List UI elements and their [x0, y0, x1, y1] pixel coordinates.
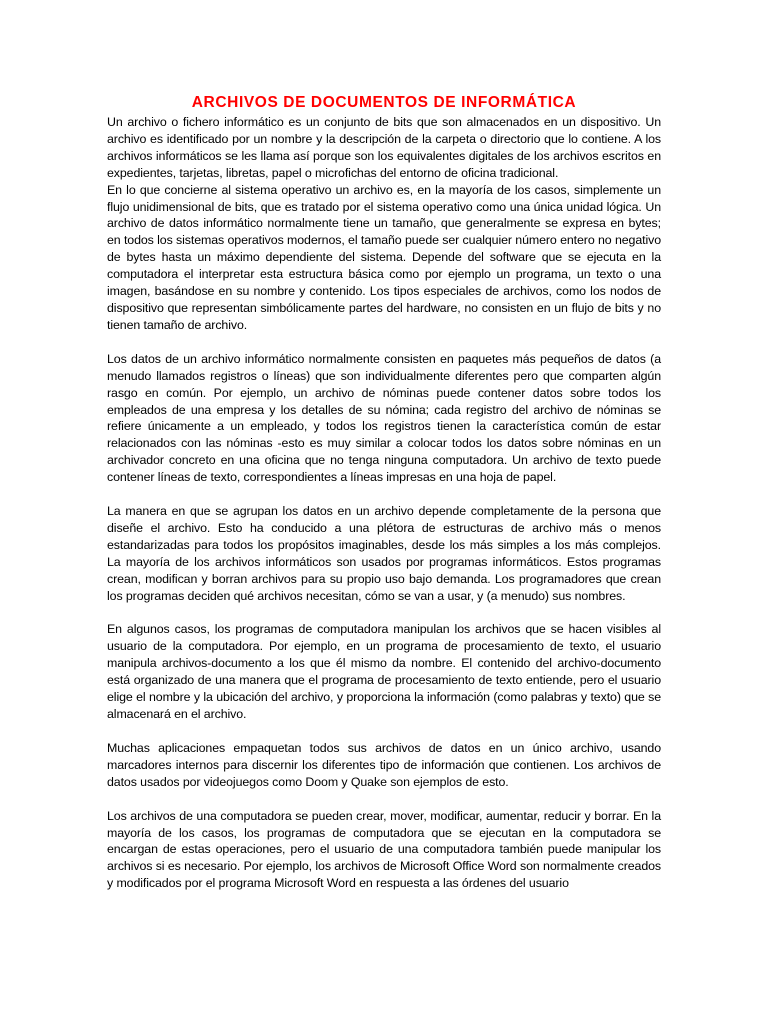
paragraph-grouping: La manera en que se agrupan los datos en un archivo depende completamente de la persona que diseñe el archivo. Esto ha conducido a una plétora de estructuras de archivo más o menos estandarizadas para todos los propósitos imaginables, desde los más simples a los más complejos. La mayoría de los archivos informáticos son usados por programas informáticos. Estos programas crean, modifican y borran archivos para su propio uso bajo demanda. Los programadores que crean los programas deciden qué archivos necesitan, cómo se van a usar, y (a menudo) sus nombres. — [107, 504, 661, 603]
document-title: ARCHIVOS DE DOCUMENTOS DE INFORMÁTICA — [191, 94, 577, 111]
paragraph-operating-system: En lo que concierne al sistema operativo un archivo es, en la mayoría de los casos, simplemente un flujo unidimensional de bits, que es tratado por el sistema operativo como una única unidad lógica. Un archivo de datos informático normalmente tiene un tamaño, que generalmente se expresa en bytes; en todos los sistemas operativos modernos, el tamaño puede ser cualquier número entero no negativo de bytes hasta un máximo dependiente del sistema. Depende del software que se ejecuta en la computadora el interpretar esta estructura básica como por ejemplo un programa, un texto o una imagen, basándose en su nombre y contenido. Los tipos especiales de archivos, como los nodos de dispositivo que representan simbólicamente partes del hardware, no consisten en un flujo de bits y no tienen tamaño de archivo. — [107, 182, 661, 332]
paragraph-visible-files: En algunos casos, los programas de computadora manipulan los archivos que se hacen visibles al usuario de la computadora. Por ejemplo, en un programa de procesamiento de texto, el usuario manipula archivos-documento a los que él mismo da nombre. El contenido del archivo-documento está organizado de una manera que el programa de procesamiento de texto entiende, pero el usuario elige el nombre y la ubicación del archivo, y proporciona la información (como palabras y texto) que se almacenará en el archivo. — [107, 622, 661, 721]
paragraph-packaged-files: Muchas aplicaciones empaquetan todos sus archivos de datos en un único archivo, usando marcadores internos para discernir los diferentes tipo de información que contienen. Los archivos de datos usados por videojuegos como Doom y Quake son ejemplos de esto. — [107, 740, 661, 789]
paragraph-file-operations: Los archivos de una computadora se pueden crear, mover, modificar, aumentar, reducir y borrar. En la mayoría de los casos, los programas de computadora que se ejecutan en la computadora se encargan de estas operaciones, pero el usuario de una computadora también puede manipular los archivos si es necesario. Por ejemplo, los archivos de Microsoft Office Word son normalmente creados y modificados por el programa Microsoft Word en respuesta a las órdenes del usuario — [107, 808, 661, 891]
document-page — [107, 94, 661, 892]
paragraph-data-records: Los datos de un archivo informático normalmente consisten en paquetes más pequeños de datos (a menudo llamados registros o líneas) que son individualmente diferentes pero que comparten algún rasgo en común. Por ejemplo, un archivo de nóminas puede contener datos sobre todos los empleados de una empresa y los detalles de su nómina; cada registro del archivo de nóminas se refiere únicamente a un empleado, y todos los registros tienen la característica común de estar relacionados con las nóminas -esto es muy similar a colocar todos los datos sobre nóminas en un archivador concreto en una oficina que no tenga ninguna computadora. Un archivo de texto puede contener líneas de texto, correspondientes a líneas impresas en una hoja de papel. — [107, 351, 661, 485]
paragraph-intro: Un archivo o fichero informático es un conjunto de bits que son almacenados en un dispositivo. Un archivo es identificado por un nombre y la descripción de la carpeta o directorio que lo contiene. A los archivos informáticos se les llama así porque son los equivalentes digitales de los archivos escritos en expedientes, tarjetas, libretas, papel o microfichas del entorno de oficina tradicional. — [107, 115, 661, 180]
